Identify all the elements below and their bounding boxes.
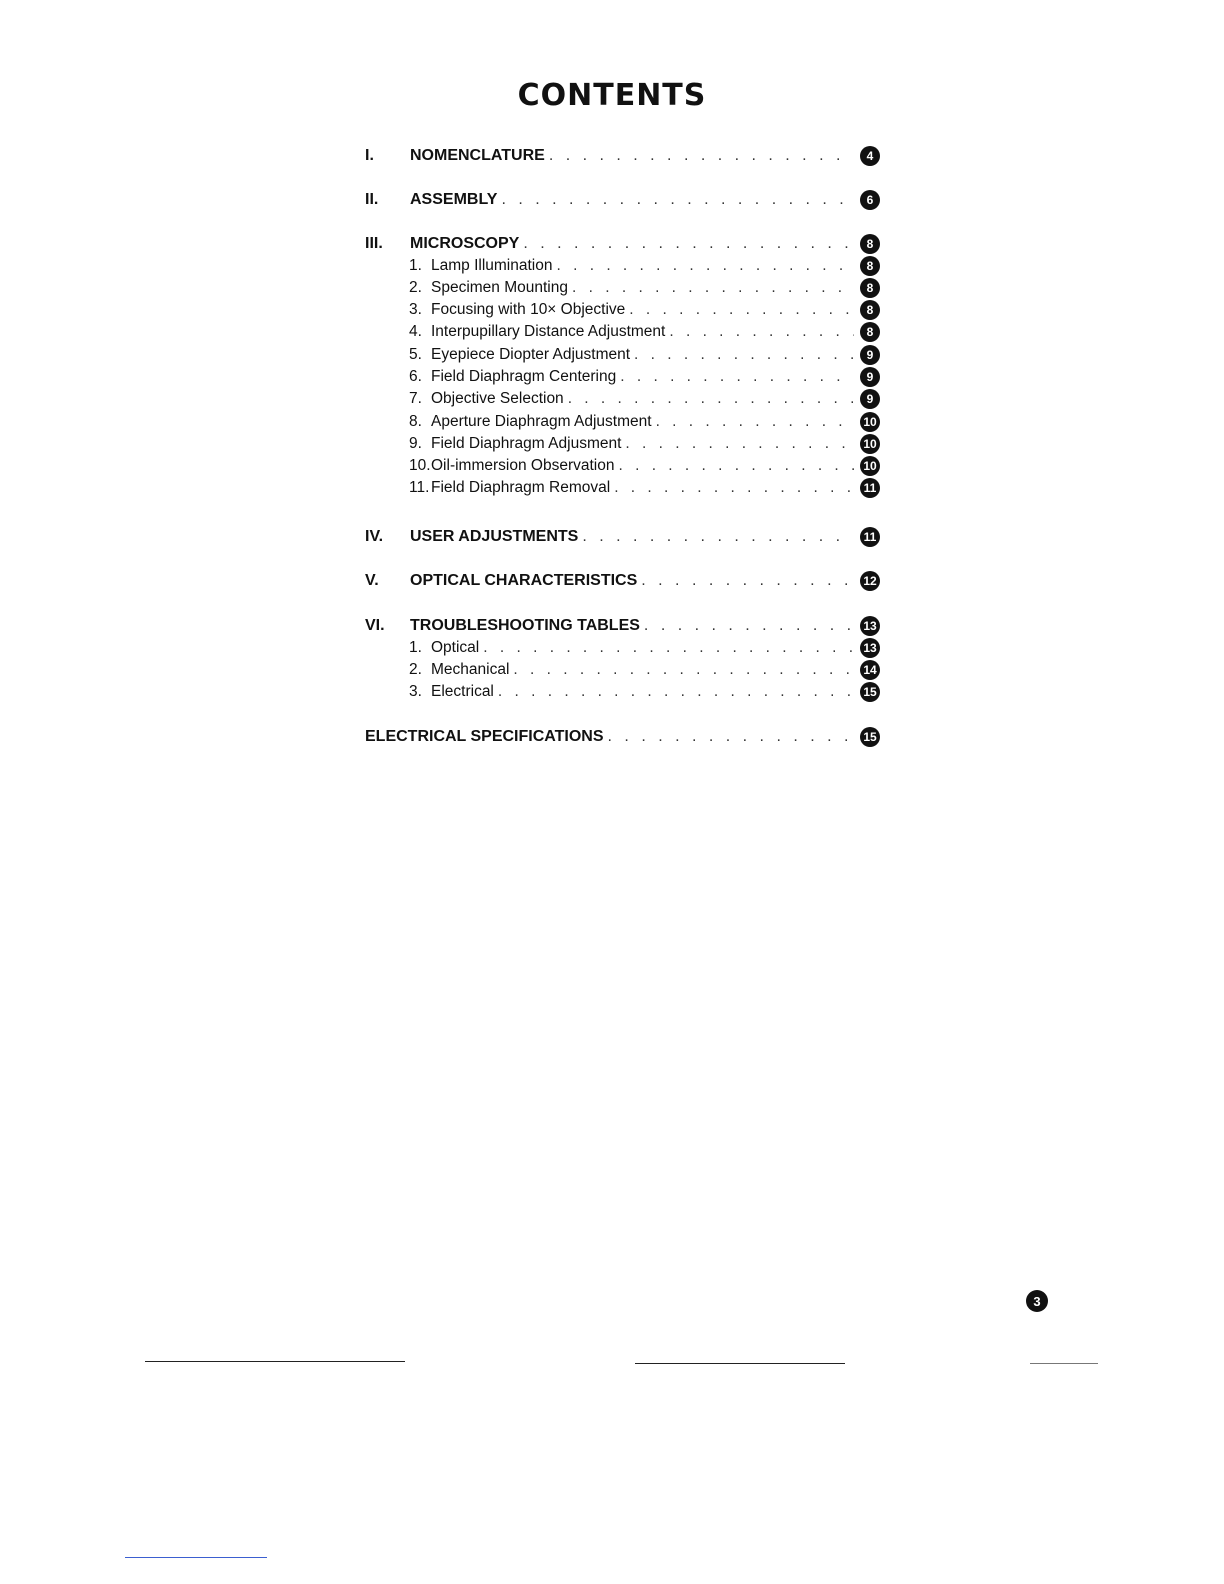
page-number-badge: 10 (860, 434, 880, 454)
page-number-badge: 8 (860, 234, 880, 254)
toc-subentry[interactable] (365, 366, 880, 388)
bottom-rule (125, 1557, 267, 1558)
toc-subentry[interactable] (365, 277, 880, 299)
page-number-badge: 8 (860, 322, 880, 342)
toc-item-label: Objective Selection (431, 390, 564, 407)
page-number-badge: 13 (860, 616, 880, 636)
toc-subentry[interactable] (365, 433, 880, 455)
footer-rule (145, 1361, 405, 1362)
toc-section-label: ELECTRICAL SPECIFICATIONS (365, 728, 604, 745)
page-number-badge: 15 (860, 727, 880, 747)
toc-item-number: 8. (409, 413, 422, 430)
toc-section-label: MICROSCOPY (410, 235, 520, 252)
toc-item-number: 4. (409, 323, 422, 340)
toc-item-number: 3. (409, 683, 422, 700)
toc-item-label: Oil-immersion Observation (431, 457, 615, 474)
toc-subentry[interactable] (365, 411, 880, 433)
page-number-badge: 9 (860, 345, 880, 365)
toc-item-label: Aperture Diaphragm Adjustment (431, 413, 652, 430)
toc-item-label: Focusing with 10× Objective (431, 301, 626, 318)
page-number-badge: 8 (860, 300, 880, 320)
toc-subentry[interactable] (365, 681, 880, 703)
toc-item-number: 7. (409, 390, 422, 407)
page-number-badge: 14 (860, 660, 880, 680)
dot-leader (572, 279, 854, 297)
toc-section-number: VI. (365, 617, 385, 634)
page-number-badge: 9 (860, 367, 880, 387)
dot-leader (483, 639, 854, 657)
page-number-badge: 13 (860, 638, 880, 658)
dot-leader (669, 323, 854, 341)
toc-item-label: Eyepiece Diopter Adjustment (431, 346, 631, 363)
toc-section-label: ASSEMBLY (410, 191, 498, 208)
toc-item-number: 2. (409, 661, 422, 678)
toc-item-label: Field Diaphragm Adjusment (431, 435, 622, 452)
toc-item-label: Interpupillary Distance Adjustment (431, 323, 666, 340)
toc-item-number: 3. (409, 301, 422, 318)
toc-subentry[interactable] (365, 321, 880, 343)
toc-item-label: Electrical (431, 683, 494, 700)
dot-leader (513, 661, 854, 679)
toc-entry-user-adjustments[interactable] (365, 526, 880, 548)
toc-item-number: 1. (409, 257, 422, 274)
page-number-badge: 10 (860, 412, 880, 432)
page-number-badge: 15 (860, 682, 880, 702)
toc-entry-nomenclature[interactable] (365, 145, 880, 167)
toc-section-number: II. (365, 191, 379, 208)
toc-section-label: OPTICAL CHARACTERISTICS (410, 572, 638, 589)
toc-item-label: Specimen Mounting (431, 279, 568, 296)
dot-leader (498, 683, 854, 701)
page-number-badge: 6 (860, 190, 880, 210)
toc-entry-electrical-specifications[interactable] (365, 726, 880, 748)
page-number-badge: 9 (860, 389, 880, 409)
dot-leader (614, 479, 854, 497)
dot-leader (625, 435, 854, 453)
toc-entry-assembly[interactable] (365, 189, 880, 211)
toc-entry-optical-characteristics[interactable] (365, 570, 880, 592)
dot-leader (634, 346, 854, 364)
toc-subentry[interactable] (365, 659, 880, 681)
dot-leader (556, 257, 854, 275)
toc-item-label: Mechanical (431, 661, 510, 678)
dot-leader (644, 617, 854, 635)
toc-item-number: 5. (409, 346, 422, 363)
dot-leader (568, 390, 854, 408)
toc-item-number: 11. (409, 479, 430, 496)
page-number-badge: 8 (860, 278, 880, 298)
page-title: CONTENTS (517, 78, 707, 113)
dot-leader (620, 368, 854, 386)
dot-leader (629, 301, 854, 319)
toc-section-number: IV. (365, 528, 384, 545)
toc-item-label: Field Diaphragm Removal (431, 479, 611, 496)
toc-subentry[interactable] (365, 388, 880, 410)
toc-section-number: I. (365, 147, 374, 164)
toc-section-label: NOMENCLATURE (410, 147, 545, 164)
page-number-badge: 8 (860, 256, 880, 276)
page-number-badge: 10 (860, 456, 880, 476)
page-number-badge: 11 (860, 478, 880, 498)
toc-section-number: III. (365, 235, 383, 252)
toc-item-number: 2. (409, 279, 422, 296)
footer-page-number: 3 (1026, 1290, 1048, 1312)
toc-entry-troubleshooting-tables[interactable] (365, 615, 880, 637)
toc-item-number: 1. (409, 639, 422, 656)
dot-leader (608, 728, 854, 746)
toc-item-number: 9. (409, 435, 422, 452)
toc-subentry[interactable] (365, 477, 880, 499)
toc-subentry[interactable] (365, 344, 880, 366)
toc-item-label: Lamp Illumination (431, 257, 553, 274)
toc-section-label: TROUBLESHOOTING TABLES (410, 617, 640, 634)
toc-item-number: 10. (409, 457, 431, 474)
toc-item-number: 6. (409, 368, 422, 385)
page-number-badge: 4 (860, 146, 880, 166)
toc-subentry[interactable] (365, 255, 880, 277)
dot-leader (641, 572, 854, 590)
toc-item-label: Field Diaphragm Centering (431, 368, 617, 385)
footer-rule (1030, 1363, 1098, 1364)
dot-leader (582, 528, 854, 546)
toc-subentry[interactable] (365, 455, 880, 477)
toc-subentry[interactable] (365, 299, 880, 321)
page-number-badge: 12 (860, 571, 880, 591)
dot-leader (523, 235, 854, 253)
toc-subentry[interactable] (365, 637, 880, 659)
dot-leader (618, 457, 854, 475)
toc-section-label: USER ADJUSTMENTS (410, 528, 579, 545)
toc-item-label: Optical (431, 639, 480, 656)
dot-leader (549, 147, 854, 165)
toc-section-number: V. (365, 572, 379, 589)
dot-leader (656, 413, 854, 431)
dot-leader (501, 191, 854, 209)
toc-entry-microscopy[interactable] (365, 233, 880, 255)
page-number-badge: 11 (860, 527, 880, 547)
footer-rule (635, 1363, 845, 1364)
